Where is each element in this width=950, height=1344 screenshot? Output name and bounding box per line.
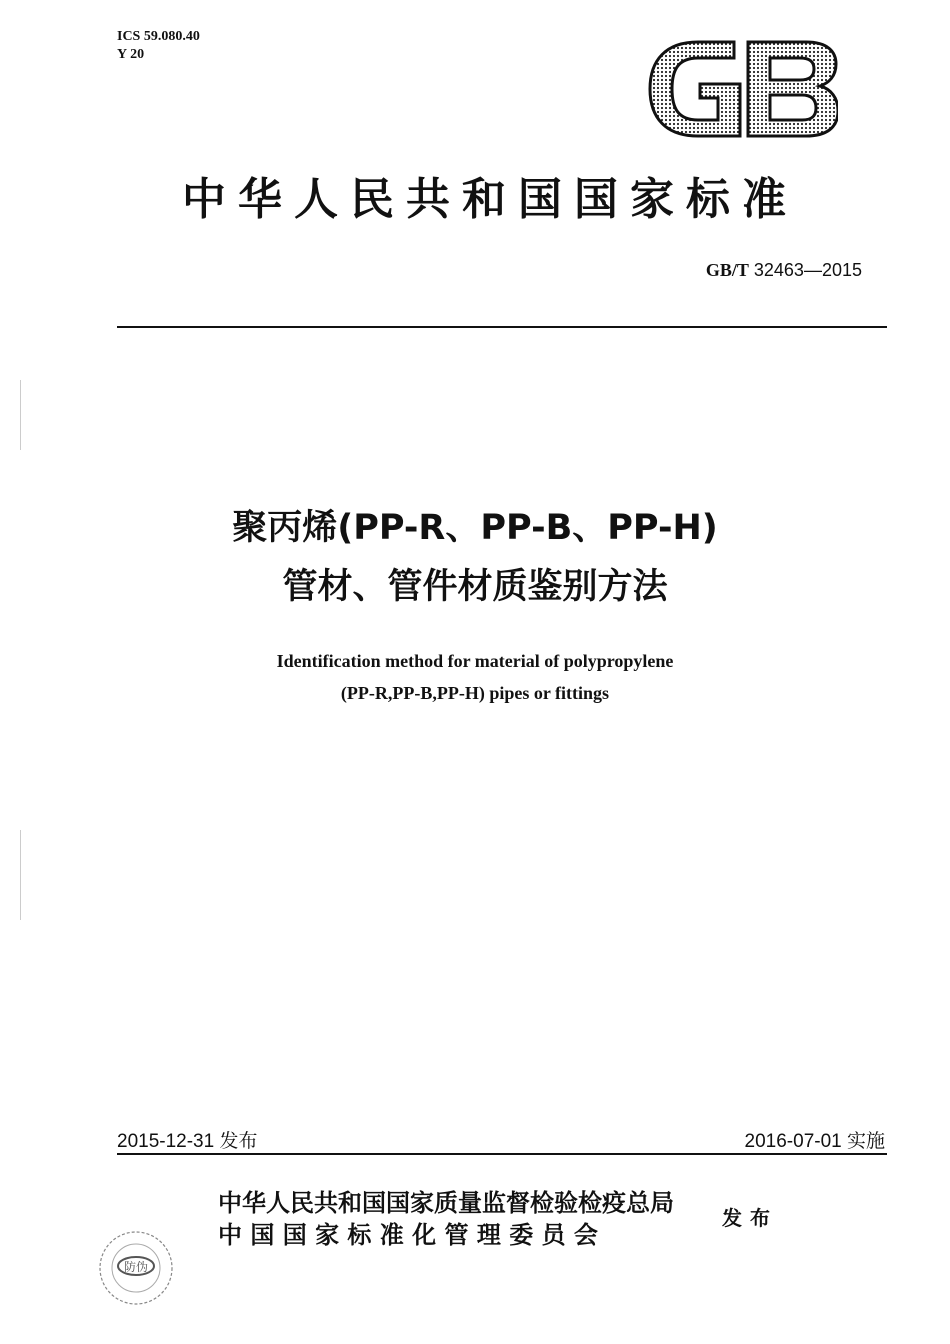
implement-date: 2016-07-01 实施 [744,1131,885,1152]
issuer-aqsiq: 中华人民共和国国家质量监督检验检疫总局 [218,1189,674,1217]
title-en-line2: (PP-R,PP-B,PP-H) pipes or fittings [340,683,610,703]
header-divider [117,326,887,328]
national-standard-title: 中华人民共和国国家标准 [182,174,798,225]
title-zh-line1: 聚丙烯(PP-R、PP-B、PP-H) [232,508,718,548]
issue-label: 发布 [722,1206,778,1230]
stamp-text: 防伪 [123,1260,149,1274]
date-divider [117,1153,887,1155]
title-zh-line2: 管材、管件材质鉴别方法 [282,567,668,607]
scan-artifact [20,830,21,920]
standard-number [706,260,862,281]
scan-artifact [20,380,21,450]
issuer-sac: 中 国 国 家 标 准 化 管 理 委 员 会 [218,1221,598,1249]
standard-prefix: GB/T [705,260,749,280]
standard-code: 32463—2015 [753,260,862,280]
title-en-line1: Identification method for material of polypropylene [276,651,674,671]
anti-counterfeit-stamp [96,1228,176,1308]
gb-logo [648,38,838,140]
publish-date: 2015-12-31 发布 [117,1131,258,1152]
classification-codes [117,28,200,64]
ccs-code: Y 20 [117,47,145,62]
ics-code: ICS 59.080.40 [117,29,200,44]
